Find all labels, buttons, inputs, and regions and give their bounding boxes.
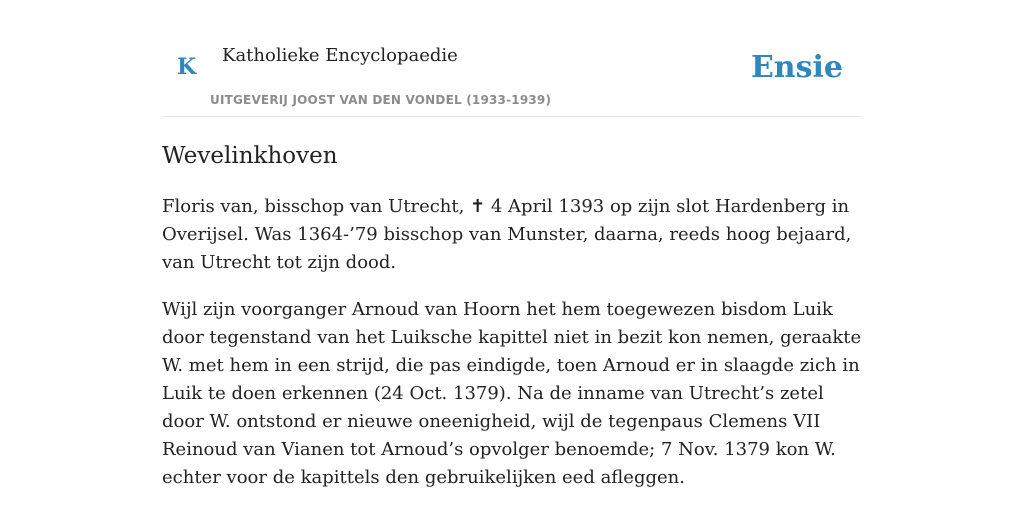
publisher-subtitle: UITGEVERIJ JOOST VAN DEN VONDEL (1933-1939): [210, 93, 552, 107]
encyclopedia-logo-icon[interactable]: K: [177, 54, 197, 80]
page: [162, 0, 862, 512]
site-header: [162, 0, 862, 117]
article-paragraph: Floris van, bisschop van Utrecht, ✝ 4 April 1393 op zijn slot Hardenberg in Overijsel. Was 1364-’79 bisschop van Munster, daarna, reeds hoog bejaard, van Utrecht tot zijn dood.: [162, 196, 852, 273]
encyclopedia-title-link[interactable]: Katholieke Encyclopaedie: [222, 45, 458, 66]
ensie-logo-link[interactable]: Ensie: [750, 50, 843, 85]
article-title: Wevelinkhoven: [162, 143, 338, 169]
article-paragraph: Wijl zijn voorganger Arnoud van Hoorn het hem toegewezen bisdom Luik door tegenstand van het Luiksche kapittel niet in bezit kon nemen, geraakte W. met hem in een strijd, die pas eindigde, toen Arnoud er in slaagde zich in Luik te doen erkennen (24 Oct. 1379). Na de inname van Utrecht’s zetel door W. ontstond er nieuwe oneenigheid, wijl de tegenpaus Clemens VII Reinoud van Vianen tot Arnoud’s opvolger benoemde; 7 Nov. 1379 kon W. echter voor de kapittels den gebruikelijken eed afleggen.: [162, 299, 862, 488]
